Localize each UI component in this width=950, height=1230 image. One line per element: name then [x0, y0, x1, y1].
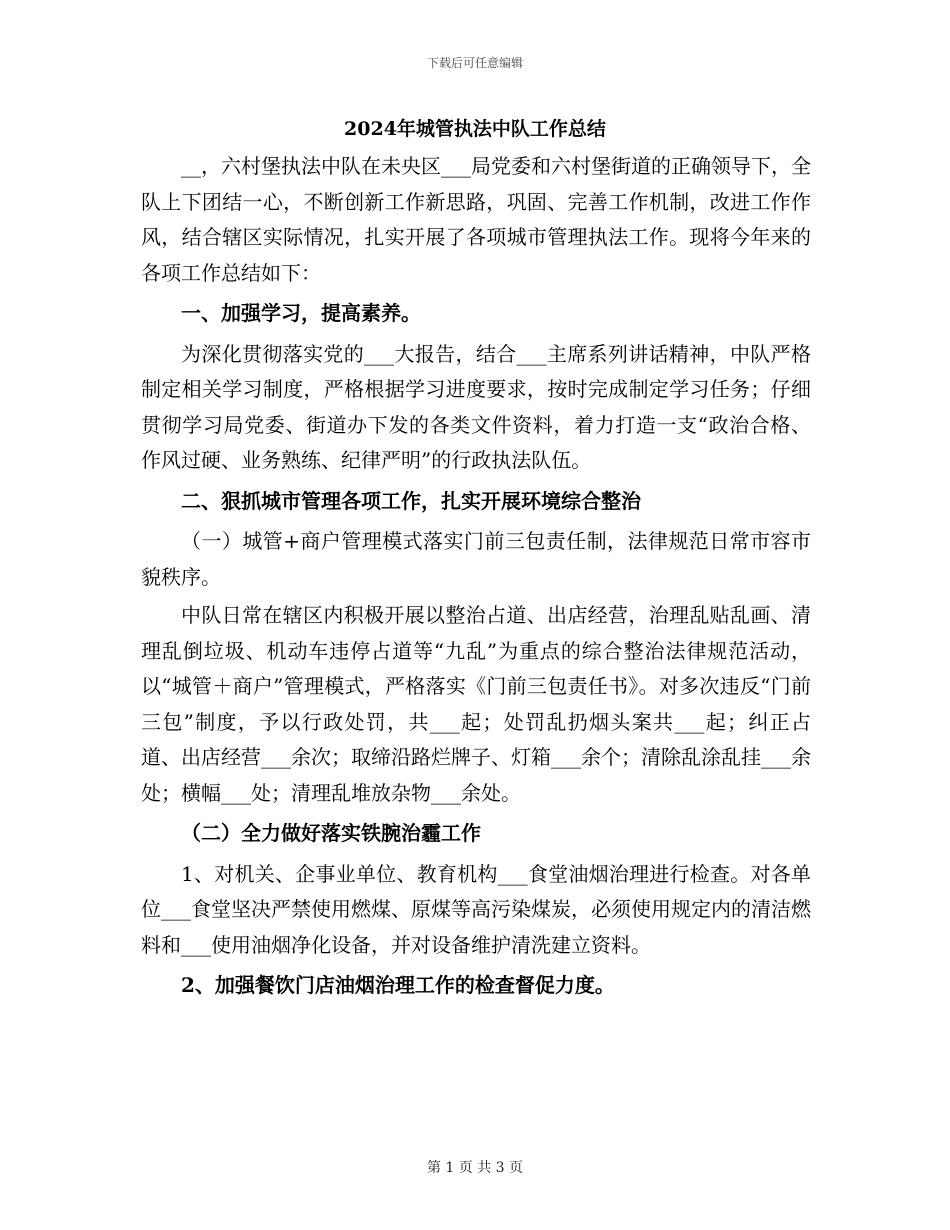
subsection-heading-2: （二）全力做好落实铁腕治霾工作	[181, 821, 481, 845]
section-heading-2: 二、狠抓城市管理各项工作，扎实开展环境综合整治	[181, 488, 641, 513]
section-heading-1: 一、加强学习，提高素养。	[181, 301, 421, 325]
header-note: 下载后可任意编辑	[426, 56, 523, 70]
subsection-1-paragraph: 中队日常在辖区内积极开展以整治占道、出店经营，治理乱贴乱画、清理乱倒垃圾、机动车违停占道等“九乱”为重点的综合整治法律规范活动，以“城管＋商户”管理模式，严格落实《门前三包责任书》。对多次违反“门前三包”制度，予以行政处罚，共___起；处罚乱扔烟头案共___起；纠正占道、出店经营___余次；取缔沿路烂牌子、灯箱___余个；清除乱涂乱挂___余处；横幅___处；清理乱堆放杂物___余处。	[141, 603, 811, 805]
item-2-heading: 2、加强餐饮门店油烟治理工作的检查督促力度。	[181, 973, 615, 997]
section-1-paragraph: 为深化贯彻落实党的___大报告，结合___主席系列讲话精神，中队严格制定相关学习制度，严格根据学习进度要求，按时完成制定学习任务；仔细贯彻学习局党委、街道办下发的各类文件资料，着力打造一支“政治合格、作风过硬、业务熟练、纪律严明”的行政执法队伍。	[141, 341, 811, 472]
item-1-paragraph: 1、对机关、企事业单位、教育机构___食堂油烟治理进行检查。对各单位___食堂坚决严禁使用燃煤、原煤等高污染煤炭，必须使用规定内的清洁燃料和___使用油烟净化设备，并对设备维护清洗建立资料。	[141, 861, 811, 957]
subsection-heading-1: （一）城管+商户管理模式落实门前三包责任制，法律规范日常市容市貌秩序。	[141, 529, 811, 589]
page-footer: 第 1 页 共 3 页	[426, 1160, 524, 1176]
document-title: 2024年城管执法中队工作总结	[344, 118, 606, 140]
intro-paragraph: __，六村堡执法中队在未央区___局党委和六村堡街道的正确领导下，全队上下团结一心，不断创新工作新思路，巩固、完善工作机制，改进工作作风，结合辖区实际情况，扎实开展了各项城市管理执法工作。现将今年来的各项工作总结如下：	[141, 154, 811, 285]
document-body	[141, 149, 811, 1009]
